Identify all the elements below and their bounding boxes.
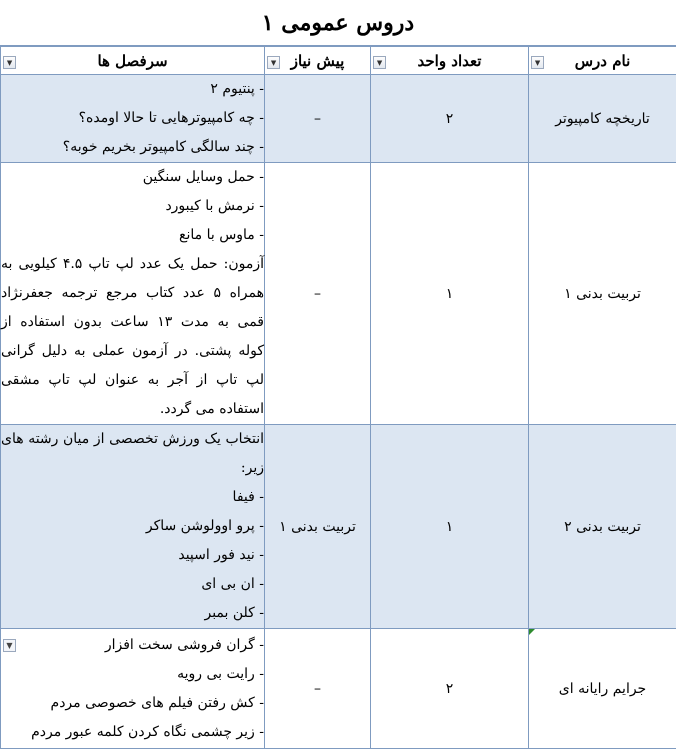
topic-line: - پنتیوم ۲ [1,75,264,104]
topic-line: - زیر چشمی نگاه کردن کلمه عبور مردم [1,718,264,747]
filter-dropdown-icon[interactable]: ▼ [531,56,544,69]
prereq-cell[interactable]: – [265,163,371,425]
header-units-label: تعداد واحد [418,52,482,70]
course-cell[interactable]: تاریخچه کامپیوتر [529,75,676,163]
topic-line: - حمل وسایل سنگین [1,163,264,192]
prereq-cell[interactable]: تربیت بدنی ۱ [265,425,371,629]
topic-line: - پرو اوولوشن ساکر [1,512,264,541]
table-row [1,629,676,749]
units-cell[interactable]: ۲ [371,629,529,749]
header-topics-label: سرفصل ها [97,52,167,70]
topic-line: انتخاب یک ورزش تخصصی از میان رشته های زیر: [1,425,264,483]
prereq-cell[interactable]: – [265,75,371,163]
header-course-label: نام درس [575,52,631,70]
header-row [1,47,676,75]
topic-line: - ان بی ای [1,570,264,599]
topic-line: - چند سالگی کامپیوتر بخریم خوبه؟ [1,133,264,162]
sheet-title: دروس عمومی ۱ [0,0,676,46]
cell-dropdown-icon[interactable]: ▼ [3,639,16,652]
units-cell[interactable]: ۱ [371,425,529,629]
topic-line: - گران فروشی سخت افزار [1,631,264,660]
filter-dropdown-icon[interactable]: ▼ [267,56,280,69]
topic-line: - چه کامپیوترهایی تا حالا اومده؟ [1,104,264,133]
header-units [371,47,529,75]
filter-dropdown-icon[interactable]: ▼ [3,56,16,69]
topic-line: - نید فور اسپید [1,541,264,570]
topic-line: - رایت بی رویه [1,660,264,689]
course-cell[interactable]: تربیت بدنی ۲ [529,425,676,629]
header-topics [1,47,265,75]
courses-table [0,46,676,749]
topic-line: - نرمش با کیبورد [1,192,264,221]
prereq-cell[interactable]: – [265,629,371,749]
table-row [1,75,676,163]
units-cell[interactable]: ۲ [371,75,529,163]
topics-cell[interactable] [1,425,265,629]
comment-indicator-icon[interactable] [529,629,535,635]
topics-cell[interactable] [1,75,265,163]
course-cell[interactable] [529,629,676,749]
header-prereq-label: پیش نیاز [291,52,345,70]
topic-line: - فیفا [1,483,264,512]
topic-line: آزمون: حمل یک عدد لپ تاپ ۴.۵ کیلویی به همراه ۵ عدد کتاب مرجع ترجمه جعفرنژاد قمی به مدت ۱۳ ساعت بدون استفاده از کوله پشتی. در آزمون عملی به دلیل گرانی لپ تاپ از آجر به عنوان لپ تاپ مشقی استفاده می گردد. [1,250,264,424]
topic-line: - کش رفتن فیلم های خصوصی مردم [1,689,264,718]
topic-line: - کلن بمبر [1,599,264,628]
filter-dropdown-icon[interactable]: ▼ [373,56,386,69]
course-cell[interactable]: تربیت بدنی ۱ [529,163,676,425]
topics-cell[interactable] [1,163,265,425]
header-prereq [265,47,371,75]
header-course [529,47,676,75]
table-row [1,425,676,629]
topic-line: - ماوس با مانع [1,221,264,250]
course-cell-label: جرایم رایانه ای [559,681,646,697]
table-row [1,163,676,425]
units-cell[interactable]: ۱ [371,163,529,425]
topics-cell[interactable] [1,629,265,749]
